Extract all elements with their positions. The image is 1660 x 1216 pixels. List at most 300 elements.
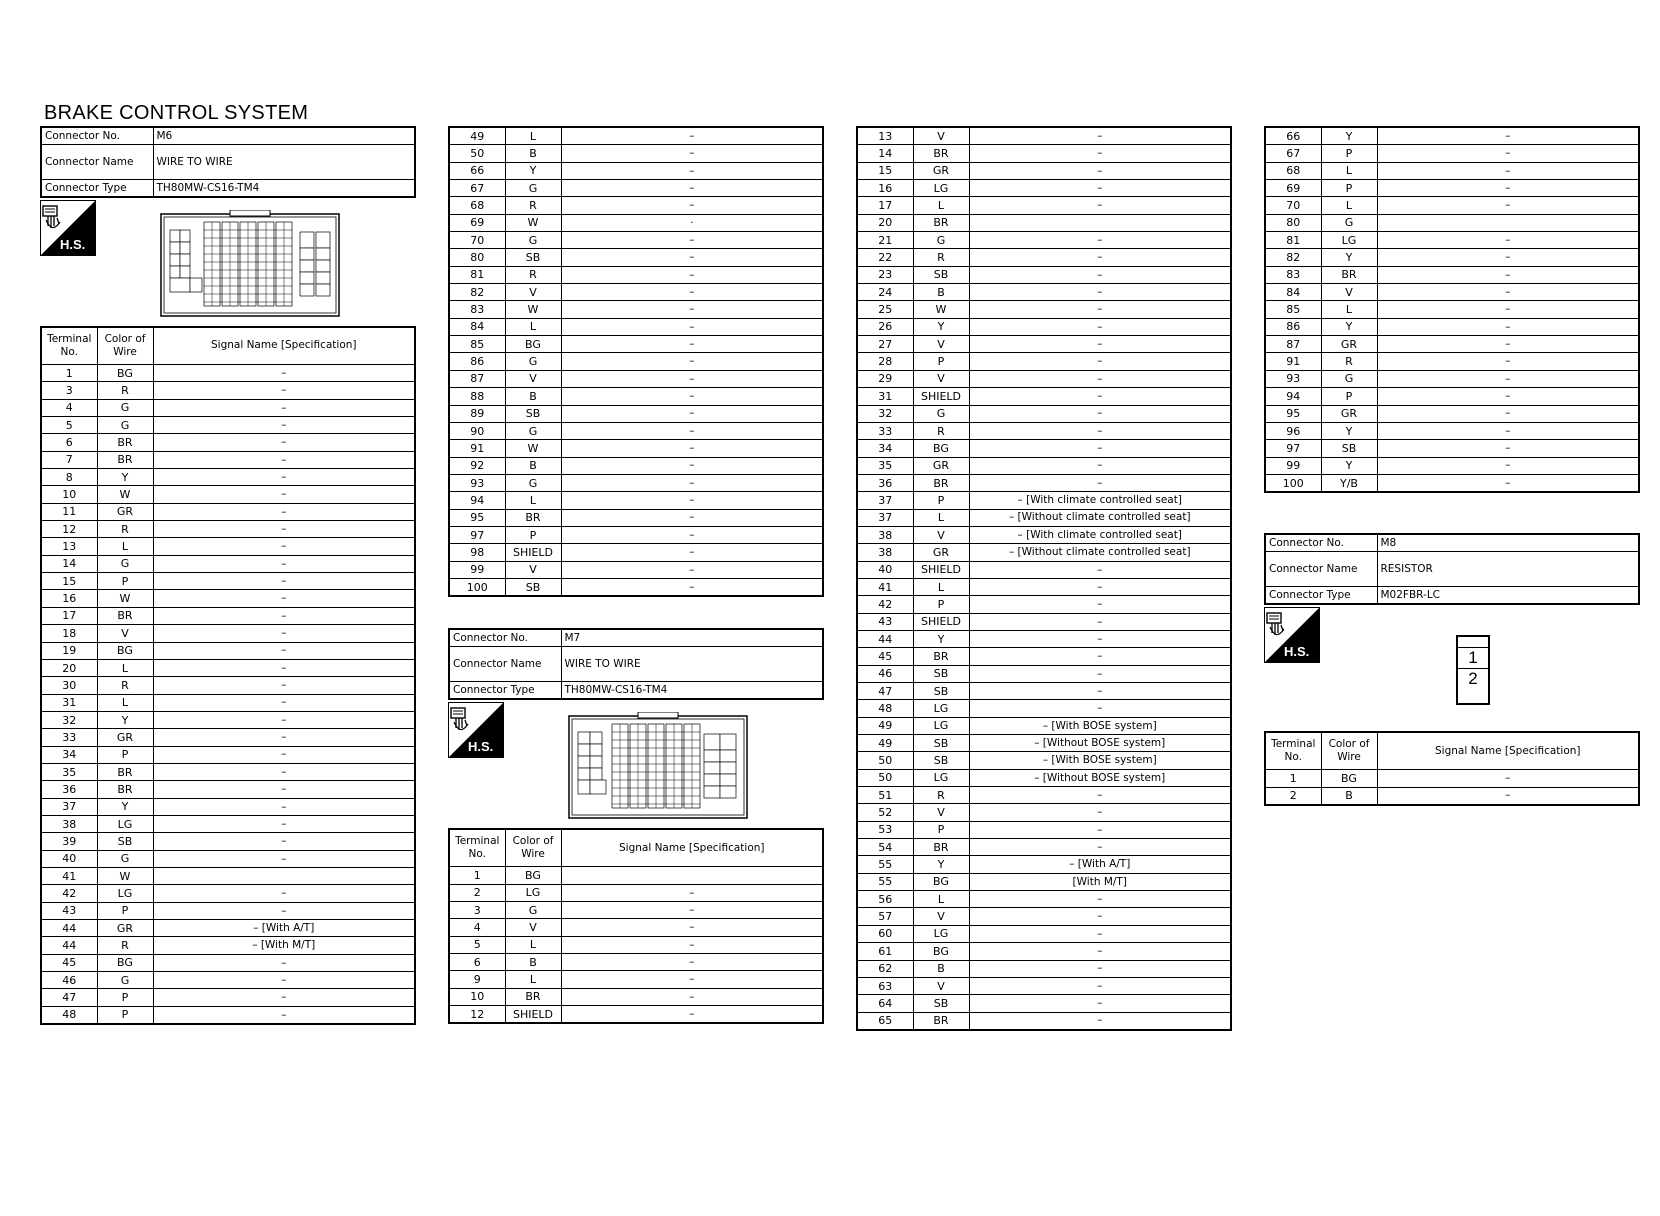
terminal-no-cell: 89 bbox=[449, 405, 505, 422]
terminal-no-cell: 12 bbox=[449, 1006, 505, 1024]
signal-name-cell: – bbox=[1377, 145, 1639, 162]
terminal-row bbox=[449, 214, 823, 231]
terminal-no-cell: 37 bbox=[41, 798, 97, 815]
terminal-row bbox=[449, 266, 823, 283]
wire-color-cell: L bbox=[505, 318, 561, 335]
terminal-no-cell: 83 bbox=[1265, 266, 1321, 283]
terminal-row bbox=[857, 457, 1231, 474]
connector-type-value: M02FBR-LC bbox=[1377, 587, 1639, 605]
terminal-no-cell: 1 bbox=[449, 867, 505, 884]
terminal-row bbox=[857, 180, 1231, 197]
wire-color-cell: GR bbox=[913, 457, 969, 474]
wire-color-cell: BG bbox=[1321, 770, 1377, 787]
terminal-no-cell: 93 bbox=[1265, 370, 1321, 387]
wire-color-cell: V bbox=[97, 625, 153, 642]
wire-color-cell: V bbox=[913, 908, 969, 925]
terminal-no-cell: 20 bbox=[41, 659, 97, 676]
signal-name-cell: – bbox=[1377, 457, 1639, 474]
wire-color-cell: LG bbox=[1321, 232, 1377, 249]
label-connector-name: Connector Name bbox=[1265, 552, 1377, 587]
terminal-row bbox=[449, 936, 823, 953]
terminal-no-cell: 66 bbox=[449, 162, 505, 179]
signal-name-cell: – bbox=[561, 180, 823, 197]
terminal-row bbox=[41, 503, 415, 520]
signal-name-cell: – bbox=[561, 249, 823, 266]
terminal-row bbox=[449, 954, 823, 971]
wire-color-cell: SHIELD bbox=[505, 544, 561, 561]
signal-name-cell: – bbox=[969, 474, 1231, 491]
signal-name-cell: – bbox=[1377, 249, 1639, 266]
terminal-row bbox=[41, 694, 415, 711]
terminal-no-cell: 39 bbox=[41, 833, 97, 850]
terminal-no-cell: 34 bbox=[41, 746, 97, 763]
wire-color-cell: R bbox=[913, 422, 969, 439]
wire-color-cell: G bbox=[505, 180, 561, 197]
terminal-no-cell: 27 bbox=[857, 336, 913, 353]
terminal-row bbox=[449, 388, 823, 405]
terminal-row bbox=[1265, 405, 1639, 422]
terminal-row bbox=[41, 920, 415, 937]
signal-name-cell: – bbox=[561, 197, 823, 214]
signal-name-cell bbox=[561, 867, 823, 884]
terminal-no-cell: 61 bbox=[857, 943, 913, 960]
signal-name-cell: – [With climate controlled seat] bbox=[969, 492, 1231, 509]
signal-name-cell: – bbox=[969, 197, 1231, 214]
signal-name-cell: – bbox=[561, 578, 823, 596]
signal-name-cell: – bbox=[1377, 405, 1639, 422]
signal-name-cell: – bbox=[561, 127, 823, 145]
terminal-no-cell: 62 bbox=[857, 960, 913, 977]
wire-color-cell: BR bbox=[1321, 266, 1377, 283]
connector-m6-diagram bbox=[40, 198, 416, 326]
signal-name-cell: – bbox=[969, 925, 1231, 942]
terminal-no-cell: 95 bbox=[449, 509, 505, 526]
signal-name-cell: – bbox=[969, 908, 1231, 925]
signal-name-cell: – bbox=[561, 954, 823, 971]
terminal-no-cell: 54 bbox=[857, 839, 913, 856]
terminal-no-cell: 67 bbox=[449, 180, 505, 197]
wire-color-cell: W bbox=[97, 590, 153, 607]
terminal-row bbox=[857, 422, 1231, 439]
wire-color-cell: G bbox=[505, 422, 561, 439]
terminal-no-cell: 49 bbox=[449, 127, 505, 145]
terminal-no-cell: 99 bbox=[1265, 457, 1321, 474]
terminal-row bbox=[1265, 301, 1639, 318]
wire-color-cell: BR bbox=[913, 145, 969, 162]
wire-color-cell: G bbox=[505, 474, 561, 491]
terminal-row bbox=[41, 486, 415, 503]
terminal-no-cell: 97 bbox=[1265, 440, 1321, 457]
connector-m6-section bbox=[40, 126, 416, 1025]
terminal-row bbox=[857, 336, 1231, 353]
signal-name-cell: – bbox=[153, 902, 415, 919]
terminal-no-cell: 8 bbox=[41, 469, 97, 486]
signal-name-cell: – bbox=[153, 746, 415, 763]
connector-m6-face-view bbox=[160, 210, 340, 320]
terminal-no-cell: 36 bbox=[857, 474, 913, 491]
harness-side-icon bbox=[1264, 607, 1320, 663]
terminal-no-cell: 80 bbox=[449, 249, 505, 266]
terminal-no-cell: 38 bbox=[41, 815, 97, 832]
terminal-row bbox=[41, 989, 415, 1006]
terminal-no-cell: 50 bbox=[857, 769, 913, 786]
terminal-row bbox=[1265, 197, 1639, 214]
terminal-row bbox=[449, 544, 823, 561]
wire-color-cell: GR bbox=[97, 920, 153, 937]
terminal-row bbox=[41, 781, 415, 798]
signal-name-cell: – bbox=[1377, 336, 1639, 353]
terminal-no-cell: 87 bbox=[449, 370, 505, 387]
wire-color-cell: G bbox=[97, 417, 153, 434]
terminal-row bbox=[857, 596, 1231, 613]
wire-color-cell: P bbox=[97, 902, 153, 919]
terminal-no-cell: 32 bbox=[41, 711, 97, 728]
terminal-row bbox=[449, 353, 823, 370]
terminal-row bbox=[1265, 370, 1639, 387]
signal-name-cell: – bbox=[153, 555, 415, 572]
wire-color-cell: P bbox=[913, 596, 969, 613]
connector-name-value: WIRE TO WIRE bbox=[561, 647, 823, 682]
signal-name-cell: – bbox=[969, 700, 1231, 717]
wire-color-cell: GR bbox=[97, 729, 153, 746]
label-connector-no: Connector No. bbox=[41, 127, 153, 145]
wire-color-cell: R bbox=[97, 677, 153, 694]
terminal-row bbox=[449, 180, 823, 197]
terminal-row bbox=[449, 509, 823, 526]
terminal-row bbox=[857, 145, 1231, 162]
wire-color-cell: SB bbox=[97, 833, 153, 850]
terminal-row bbox=[1265, 336, 1639, 353]
signal-name-cell: – bbox=[561, 474, 823, 491]
terminal-row bbox=[857, 925, 1231, 942]
terminal-no-cell: 48 bbox=[857, 700, 913, 717]
terminal-no-cell: 82 bbox=[449, 284, 505, 301]
pin-cell: 2 bbox=[1468, 669, 1478, 689]
terminal-no-cell: 2 bbox=[1265, 787, 1321, 805]
terminal-row bbox=[449, 145, 823, 162]
wire-color-cell: P bbox=[913, 821, 969, 838]
signal-name-cell: – bbox=[561, 440, 823, 457]
signal-name-cell: – bbox=[1377, 197, 1639, 214]
wire-color-cell: P bbox=[97, 746, 153, 763]
wire-color-cell: LG bbox=[97, 885, 153, 902]
terminal-no-cell: 4 bbox=[449, 919, 505, 936]
signal-name-cell: – bbox=[969, 1012, 1231, 1030]
terminal-row bbox=[857, 1012, 1231, 1030]
wire-color-cell: V bbox=[913, 127, 969, 145]
signal-name-cell: – bbox=[153, 694, 415, 711]
terminal-row bbox=[857, 943, 1231, 960]
signal-name-cell bbox=[153, 867, 415, 884]
terminal-row bbox=[41, 746, 415, 763]
terminal-row bbox=[41, 815, 415, 832]
label-connector-type: Connector Type bbox=[1265, 587, 1377, 605]
wire-color-cell: GR bbox=[913, 162, 969, 179]
terminal-no-cell: 96 bbox=[1265, 422, 1321, 439]
terminal-table-m7-part3 bbox=[1264, 126, 1640, 493]
signal-name-cell: – bbox=[969, 787, 1231, 804]
wire-color-cell: G bbox=[913, 405, 969, 422]
terminal-no-cell: 81 bbox=[1265, 232, 1321, 249]
terminal-no-cell: 18 bbox=[41, 625, 97, 642]
wire-color-cell: P bbox=[1321, 388, 1377, 405]
signal-name-cell: – bbox=[969, 648, 1231, 665]
wire-color-cell: L bbox=[505, 936, 561, 953]
signal-name-cell: – bbox=[561, 422, 823, 439]
signal-name-cell: – bbox=[969, 249, 1231, 266]
signal-name-cell: – bbox=[969, 683, 1231, 700]
wire-color-cell: B bbox=[505, 145, 561, 162]
wire-color-cell: L bbox=[913, 578, 969, 595]
terminal-no-cell: 21 bbox=[857, 232, 913, 249]
signal-name-cell: – bbox=[153, 382, 415, 399]
wire-color-cell: Y bbox=[1321, 127, 1377, 145]
terminal-no-cell: 15 bbox=[41, 573, 97, 590]
terminal-no-cell: 44 bbox=[857, 630, 913, 647]
terminal-no-cell: 45 bbox=[41, 954, 97, 971]
terminal-no-cell: 15 bbox=[857, 162, 913, 179]
signal-name-cell: – bbox=[1377, 440, 1639, 457]
terminal-no-cell: 5 bbox=[449, 936, 505, 953]
wire-color-cell: B bbox=[1321, 787, 1377, 805]
signal-name-cell: – bbox=[561, 232, 823, 249]
wire-color-cell: L bbox=[505, 971, 561, 988]
signal-name-cell: – bbox=[561, 336, 823, 353]
terminal-table-m7-part2 bbox=[856, 126, 1232, 1031]
terminal-row bbox=[449, 318, 823, 335]
wire-color-cell: SB bbox=[913, 752, 969, 769]
signal-name-cell: – bbox=[561, 162, 823, 179]
terminal-no-cell: 87 bbox=[1265, 336, 1321, 353]
terminal-row bbox=[857, 891, 1231, 908]
terminal-row bbox=[449, 370, 823, 387]
wire-color-cell: BG bbox=[913, 440, 969, 457]
terminal-no-cell: 64 bbox=[857, 995, 913, 1012]
terminal-no-cell: 83 bbox=[449, 301, 505, 318]
terminal-row bbox=[449, 162, 823, 179]
terminal-no-cell: 98 bbox=[449, 544, 505, 561]
wire-color-cell: B bbox=[505, 388, 561, 405]
wire-color-cell: W bbox=[505, 301, 561, 318]
signal-name-cell: – bbox=[153, 850, 415, 867]
signal-name-cell: – bbox=[1377, 474, 1639, 492]
terminal-no-cell: 60 bbox=[857, 925, 913, 942]
terminal-row bbox=[41, 711, 415, 728]
signal-name-cell: – bbox=[1377, 422, 1639, 439]
connector-name-value: RESISTOR bbox=[1377, 552, 1639, 587]
signal-name-cell: – bbox=[561, 884, 823, 901]
terminal-row bbox=[857, 613, 1231, 630]
terminal-row bbox=[857, 544, 1231, 561]
wire-color-cell: R bbox=[1321, 353, 1377, 370]
signal-name-cell: – bbox=[153, 815, 415, 832]
wire-color-cell: P bbox=[97, 989, 153, 1006]
terminal-no-cell: 13 bbox=[41, 538, 97, 555]
connector-type-value: TH80MW-CS16-TM4 bbox=[561, 682, 823, 700]
wire-color-cell: L bbox=[1321, 301, 1377, 318]
signal-name-cell: – bbox=[969, 995, 1231, 1012]
terminal-row bbox=[449, 336, 823, 353]
terminal-row bbox=[857, 769, 1231, 786]
wire-color-cell: L bbox=[97, 694, 153, 711]
terminal-row bbox=[41, 417, 415, 434]
terminal-no-cell: 5 bbox=[41, 417, 97, 434]
terminal-row bbox=[857, 509, 1231, 526]
terminal-row bbox=[857, 683, 1231, 700]
terminal-row bbox=[449, 440, 823, 457]
wire-color-cell: L bbox=[913, 891, 969, 908]
terminal-no-cell: 19 bbox=[41, 642, 97, 659]
terminal-row bbox=[1265, 232, 1639, 249]
signal-name-cell: – bbox=[1377, 770, 1639, 787]
terminal-row bbox=[1265, 145, 1639, 162]
terminal-row bbox=[857, 232, 1231, 249]
terminal-no-cell: 30 bbox=[41, 677, 97, 694]
terminal-no-cell: 45 bbox=[857, 648, 913, 665]
terminal-no-cell: 17 bbox=[857, 197, 913, 214]
terminal-no-cell: 20 bbox=[857, 214, 913, 231]
terminal-no-cell: 41 bbox=[41, 867, 97, 884]
wire-color-cell: BG bbox=[505, 867, 561, 884]
signal-name-cell: – bbox=[1377, 162, 1639, 179]
wire-color-cell: W bbox=[505, 214, 561, 231]
terminal-no-cell: 50 bbox=[449, 145, 505, 162]
wire-color-cell: W bbox=[913, 301, 969, 318]
signal-name-cell: – bbox=[561, 353, 823, 370]
signal-name-cell: – bbox=[153, 625, 415, 642]
signal-name-cell: – bbox=[969, 613, 1231, 630]
wire-color-cell: Y/B bbox=[1321, 474, 1377, 492]
signal-name-cell: – bbox=[969, 232, 1231, 249]
wire-color-cell: Y bbox=[97, 711, 153, 728]
wire-color-cell: BR bbox=[505, 509, 561, 526]
header-color-of-wire: Color of Wire bbox=[1321, 732, 1377, 770]
terminal-row bbox=[449, 971, 823, 988]
wire-color-cell: SB bbox=[913, 665, 969, 682]
terminal-no-cell: 25 bbox=[857, 301, 913, 318]
signal-name-cell: – bbox=[1377, 301, 1639, 318]
terminal-no-cell: 23 bbox=[857, 266, 913, 283]
wire-color-cell: V bbox=[913, 526, 969, 543]
signal-name-cell: – bbox=[153, 451, 415, 468]
terminal-row bbox=[1265, 127, 1639, 145]
terminal-row bbox=[41, 885, 415, 902]
signal-name-cell: – bbox=[969, 821, 1231, 838]
terminal-row bbox=[857, 995, 1231, 1012]
terminal-row bbox=[449, 884, 823, 901]
terminal-row bbox=[1265, 457, 1639, 474]
terminal-no-cell: 99 bbox=[449, 561, 505, 578]
terminal-no-cell: 68 bbox=[449, 197, 505, 214]
terminal-row bbox=[857, 266, 1231, 283]
terminal-row bbox=[1265, 214, 1639, 231]
terminal-no-cell: 35 bbox=[857, 457, 913, 474]
terminal-no-cell: 91 bbox=[449, 440, 505, 457]
terminal-row bbox=[449, 474, 823, 491]
terminal-no-cell: 55 bbox=[857, 873, 913, 890]
signal-name-cell: – bbox=[561, 988, 823, 1005]
terminal-row bbox=[41, 972, 415, 989]
terminal-no-cell: 6 bbox=[449, 954, 505, 971]
signal-name-cell: – bbox=[969, 943, 1231, 960]
wire-color-cell: Y bbox=[1321, 318, 1377, 335]
wire-color-cell: G bbox=[97, 555, 153, 572]
wire-color-cell: V bbox=[913, 977, 969, 994]
terminal-no-cell: 44 bbox=[41, 937, 97, 954]
signal-name-cell: – bbox=[969, 561, 1231, 578]
signal-name-cell: – [Without climate controlled seat] bbox=[969, 509, 1231, 526]
signal-name-cell: – bbox=[1377, 370, 1639, 387]
terminal-row bbox=[857, 214, 1231, 231]
connector-no-value: M8 bbox=[1377, 534, 1639, 552]
signal-name-cell: – [Without climate controlled seat] bbox=[969, 544, 1231, 561]
terminal-no-cell: 69 bbox=[449, 214, 505, 231]
signal-name-cell: – bbox=[153, 503, 415, 520]
terminal-row bbox=[41, 677, 415, 694]
terminal-row bbox=[1265, 388, 1639, 405]
connector-m8-info bbox=[1264, 533, 1640, 605]
terminal-row bbox=[449, 249, 823, 266]
terminal-no-cell: 35 bbox=[41, 763, 97, 780]
terminal-row bbox=[449, 301, 823, 318]
signal-name-cell bbox=[969, 214, 1231, 231]
signal-name-cell: – bbox=[153, 538, 415, 555]
label-connector-type: Connector Type bbox=[449, 682, 561, 700]
wire-color-cell: Y bbox=[1321, 422, 1377, 439]
terminal-row bbox=[1265, 770, 1639, 787]
signal-name-cell: [With M/T] bbox=[969, 873, 1231, 890]
terminal-row bbox=[857, 318, 1231, 335]
terminal-no-cell: 92 bbox=[449, 457, 505, 474]
signal-name-cell: – bbox=[1377, 353, 1639, 370]
terminal-row bbox=[449, 284, 823, 301]
terminal-row bbox=[857, 578, 1231, 595]
terminal-row bbox=[41, 659, 415, 676]
terminal-no-cell: 65 bbox=[857, 1012, 913, 1030]
wire-color-cell: Y bbox=[913, 856, 969, 873]
connector-type-value: TH80MW-CS16-TM4 bbox=[153, 180, 415, 198]
wire-color-cell: P bbox=[913, 353, 969, 370]
terminal-row bbox=[1265, 180, 1639, 197]
terminal-no-cell: 10 bbox=[449, 988, 505, 1005]
signal-name-cell: – bbox=[153, 659, 415, 676]
terminal-row bbox=[1265, 422, 1639, 439]
signal-name-cell: – bbox=[969, 162, 1231, 179]
wire-color-cell: SB bbox=[913, 735, 969, 752]
terminal-no-cell: 56 bbox=[857, 891, 913, 908]
signal-name-cell: – bbox=[561, 544, 823, 561]
terminal-no-cell: 53 bbox=[857, 821, 913, 838]
terminal-table-m8 bbox=[1264, 731, 1640, 806]
terminal-row bbox=[41, 954, 415, 971]
signal-name-cell: – bbox=[969, 301, 1231, 318]
signal-name-cell: – [With M/T] bbox=[153, 937, 415, 954]
wire-color-cell: SB bbox=[505, 405, 561, 422]
terminal-no-cell: 40 bbox=[41, 850, 97, 867]
wire-color-cell: P bbox=[97, 573, 153, 590]
terminal-no-cell: 86 bbox=[449, 353, 505, 370]
terminal-no-cell: 97 bbox=[449, 526, 505, 543]
header-signal-name: Signal Name [Specification] bbox=[153, 327, 415, 365]
terminal-no-cell: 33 bbox=[41, 729, 97, 746]
terminal-no-cell: 51 bbox=[857, 787, 913, 804]
terminal-no-cell: 16 bbox=[41, 590, 97, 607]
signal-name-cell: – bbox=[561, 509, 823, 526]
signal-name-cell: – bbox=[1377, 388, 1639, 405]
terminal-no-cell: 1 bbox=[1265, 770, 1321, 787]
signal-name-cell: – [With BOSE system] bbox=[969, 752, 1231, 769]
terminal-row bbox=[857, 630, 1231, 647]
